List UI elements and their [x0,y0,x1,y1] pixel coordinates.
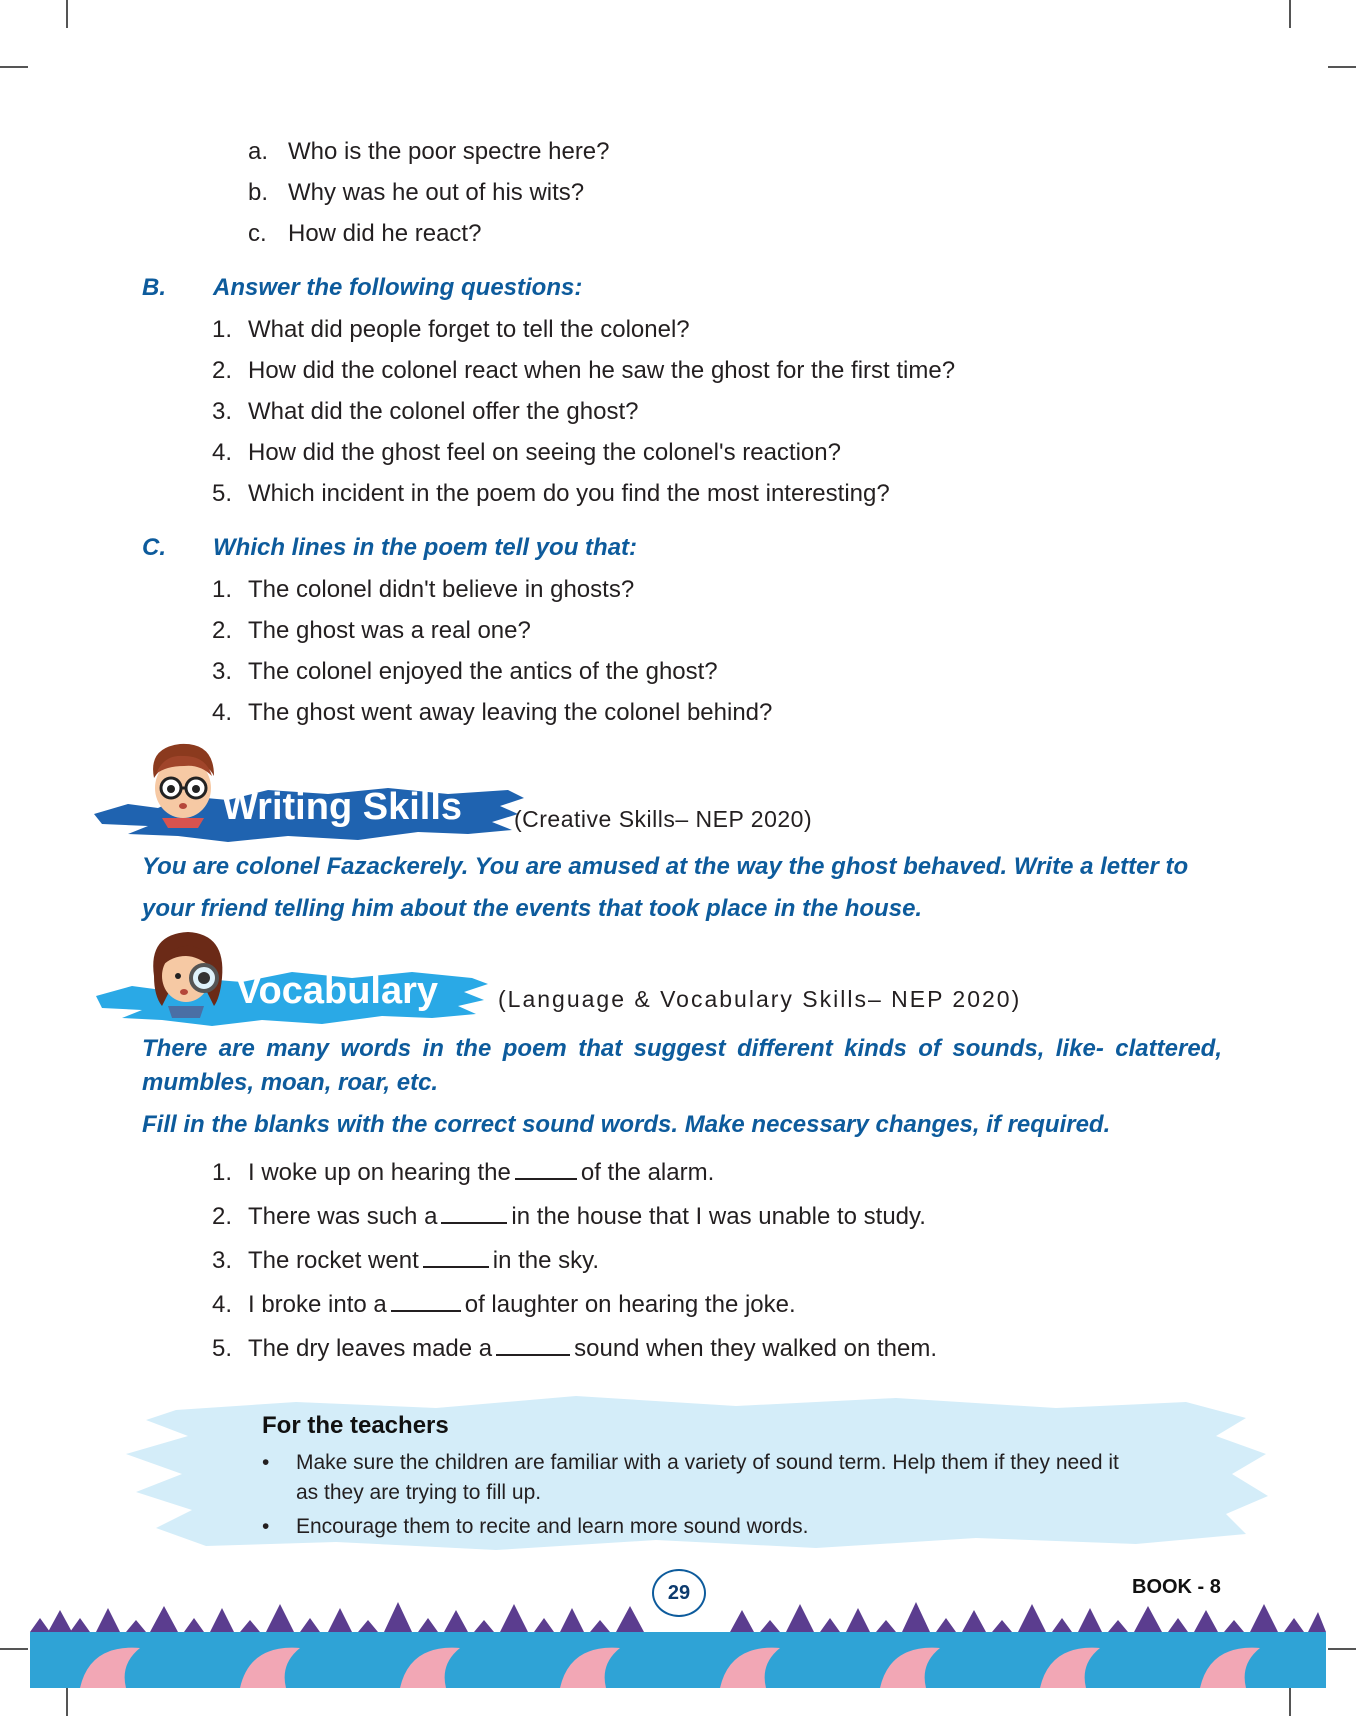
girl-with-magnifier-icon [144,926,232,1018]
writing-skills-prompt: You are colonel Fazackerely. You are amused at the way the ghost behaved. Write a letter to your friend telling him about the events that took place in the house. [142,853,1189,922]
teacher-note-title: For the teachers [262,1412,449,1439]
teacher-note-bullet: • Make sure the children are familiar with a variety of sound term. Help them if they need it as they are trying to fill up. [262,1448,1142,1508]
answer-blank[interactable] [441,1200,507,1224]
answer-blank[interactable] [496,1332,570,1356]
vocabulary-subtitle: (Language & Vocabulary Skills– NEP 2020) [498,986,1022,1012]
section-b-title: Answer the following questions: [213,274,583,301]
crop-mark [1328,1648,1356,1650]
blank-item: 2. There was such a in the house that I was unable to study. [212,1200,926,1231]
sub-question: c. How did he react? [248,220,482,247]
bullet-icon: • [262,1451,270,1474]
writing-skills-subtitle: (Creative Skills– NEP 2020) [514,806,813,832]
crop-mark [66,1688,68,1716]
book-label: BOOK - 8 [1132,1576,1221,1598]
question-item: 3. What did the colonel offer the ghost? [212,398,639,425]
teacher-note-bullet: • Encourage them to recite and learn more sound words. [262,1512,1142,1542]
question-item: 3. The colonel enjoyed the antics of the ghost? [212,658,718,685]
crop-mark [1289,0,1291,28]
question-item: 4. How did the ghost feel on seeing the colonel's reaction? [212,439,841,466]
blank-item: 4. I broke into a of laughter on hearing the joke. [212,1288,796,1319]
section-c-title: Which lines in the poem tell you that: [213,534,638,561]
blank-item: 1. I woke up on hearing the of the alarm. [212,1156,714,1187]
answer-blank[interactable] [423,1244,489,1268]
answer-blank[interactable] [391,1288,461,1312]
page-number: 29 [652,1569,706,1617]
section-c-letter: C. [142,534,166,561]
blank-item: 5. The dry leaves made a sound when they walked on them. [212,1332,937,1363]
crop-mark [0,66,28,68]
question-item: 1. What did people forget to tell the colonel? [212,316,690,343]
crop-mark [66,0,68,28]
section-b-letter: B. [142,274,166,301]
crop-mark [1328,66,1356,68]
sub-question: a. Who is the poor spectre here? [248,138,610,165]
crop-mark [1289,1688,1291,1716]
question-item: 5. Which incident in the poem do you find the most interesting? [212,480,890,507]
sub-question: b. Why was he out of his wits? [248,179,585,206]
question-item: 2. How did the colonel react when he saw the ghost for the first time? [212,357,956,384]
crop-mark [0,1648,28,1650]
blank-item: 3. The rocket went in the sky. [212,1244,599,1275]
question-item: 2. The ghost was a real one? [212,617,531,644]
vocabulary-title: Vocabulary [236,970,439,1012]
answer-blank[interactable] [515,1156,577,1180]
question-item: 1. The colonel didn't believe in ghosts? [212,576,635,603]
bullet-icon: • [262,1515,270,1538]
writing-skills-title: Writing Skills [222,786,463,828]
boy-with-glasses-icon [140,738,226,828]
question-item: 4. The ghost went away leaving the colonel behind? [212,699,773,726]
vocabulary-intro: There are many words in the poem that suggest different kinds of sounds, like- clattered, mumbles, moan, roar, etc. [142,1035,1222,1096]
vocabulary-instruction: Fill in the blanks with the correct sound words. Make necessary changes, if required. [142,1111,1111,1138]
